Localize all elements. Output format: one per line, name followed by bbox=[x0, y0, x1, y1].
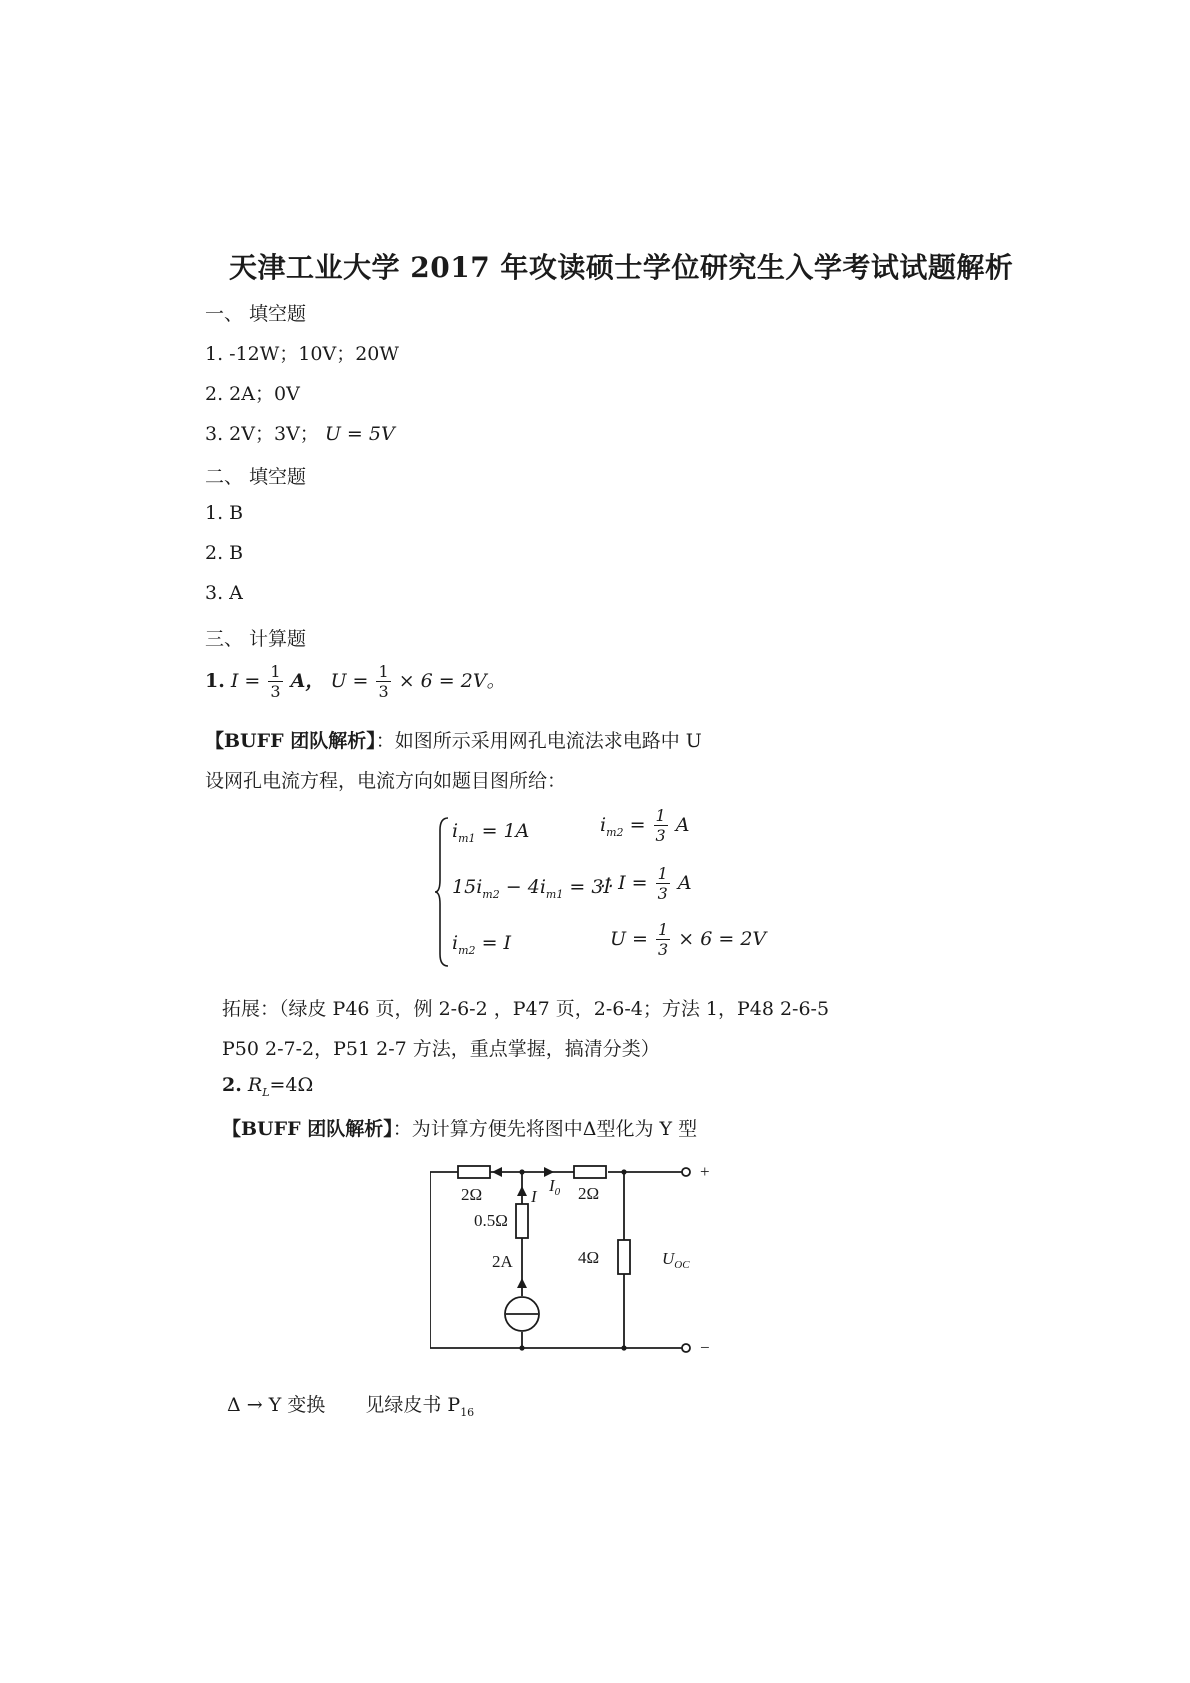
arrow-i-current bbox=[517, 1186, 527, 1196]
q1-i-unit: A， bbox=[290, 670, 325, 692]
frac-numerator: 1 bbox=[378, 662, 389, 681]
eq1-fraction bbox=[654, 808, 668, 844]
footer-line bbox=[227, 1390, 474, 1419]
q1-fraction-i bbox=[268, 664, 282, 700]
eq3-left-rhs: = I bbox=[481, 932, 512, 954]
label-source: 2A bbox=[492, 1252, 513, 1271]
sub-m1: m1 bbox=[545, 887, 564, 901]
terminal-minus bbox=[682, 1344, 690, 1352]
eq1-right bbox=[600, 808, 690, 844]
node-junction bbox=[621, 1169, 626, 1174]
q2-sub: L bbox=[262, 1085, 270, 1099]
arrow-source bbox=[517, 1278, 527, 1288]
eq3-right-lhs: U = bbox=[610, 928, 648, 950]
analysis1-text: ：如图所示采用网孔电流法求电路中 U bbox=[375, 730, 702, 752]
label-r-shunt: 4Ω bbox=[578, 1248, 600, 1267]
frac-numerator: 1 bbox=[657, 864, 668, 883]
arrow-left-current bbox=[492, 1167, 502, 1177]
eq1-left bbox=[452, 820, 529, 845]
resistor-left-top bbox=[458, 1166, 490, 1178]
eq2-coef-b: − 4 bbox=[505, 876, 540, 898]
analysis1 bbox=[205, 726, 702, 753]
q1-i-lhs: I = bbox=[230, 670, 261, 692]
label-uoc bbox=[662, 1249, 690, 1271]
section2-heading: 二、 填空题 bbox=[205, 466, 307, 488]
eq2-left bbox=[452, 876, 611, 901]
section1-answer-3-prefix: 3. 2V；3V； bbox=[205, 423, 319, 445]
eq2-right-unit: A bbox=[677, 872, 692, 894]
frac-denominator: 3 bbox=[655, 826, 666, 845]
frac-numerator: 1 bbox=[270, 662, 281, 681]
q2-answer bbox=[222, 1074, 313, 1099]
frac-denominator: 3 bbox=[657, 884, 668, 903]
analysis2-text: ：为计算方便先将图中Δ型化为 Y 型 bbox=[392, 1118, 698, 1140]
circuit-diagram bbox=[430, 1160, 730, 1360]
var-i: i bbox=[600, 814, 607, 836]
eq2-right-lhs: ∴ I = bbox=[600, 872, 648, 894]
section3-heading: 三、 计算题 bbox=[205, 628, 307, 650]
node-junction bbox=[519, 1345, 524, 1350]
eq2-coef-a: 15 bbox=[452, 876, 477, 898]
resistor-shunt bbox=[618, 1240, 630, 1274]
resistor-middle bbox=[516, 1204, 528, 1238]
eq3-fraction bbox=[656, 922, 670, 958]
label-uoc-main: U bbox=[662, 1249, 675, 1268]
q2-value: =4Ω bbox=[269, 1074, 314, 1096]
var-i: i bbox=[476, 876, 483, 898]
footer-ref: 见绿皮书 P bbox=[365, 1394, 461, 1416]
extension-line-2: P50 2-7-2，P51 2-7 方法，重点掌握，搞清分类） bbox=[222, 1038, 660, 1060]
frac-numerator: 1 bbox=[655, 806, 666, 825]
extension-line-1: 拓展：（绿皮 P46 页，例 2-6-2 ，P47 页，2-6-4；方法 1，P48 2-6-5 bbox=[222, 998, 830, 1020]
var-i: i bbox=[539, 876, 546, 898]
eq1-left-rhs: = 1A bbox=[481, 820, 530, 842]
node-junction bbox=[519, 1169, 524, 1174]
q1-u-lhs: U = bbox=[330, 670, 369, 692]
q1-fraction-u bbox=[376, 664, 390, 700]
q2-var: R bbox=[247, 1074, 263, 1096]
sub-m2: m2 bbox=[458, 943, 476, 957]
frac-denominator: 3 bbox=[658, 940, 669, 959]
label-plus: + bbox=[700, 1162, 710, 1181]
label-current-i: I bbox=[531, 1187, 537, 1206]
resistor-right-top bbox=[574, 1166, 606, 1178]
label-current-i0-main: I bbox=[549, 1176, 555, 1195]
setup-text: 设网孔电流方程，电流方向如题目图所给： bbox=[205, 770, 567, 792]
section1-answer-1: 1. -12W；10V；20W bbox=[205, 343, 399, 365]
label-uoc-sub: OC bbox=[674, 1259, 690, 1271]
frac-denominator: 3 bbox=[270, 682, 281, 701]
q1-answer bbox=[205, 664, 506, 700]
terminal-plus bbox=[682, 1168, 690, 1176]
label-r-left-top: 2Ω bbox=[461, 1185, 483, 1204]
analysis2 bbox=[222, 1114, 697, 1141]
eq2-fraction bbox=[656, 866, 670, 902]
footer-text: Δ → Y 变换 bbox=[227, 1394, 326, 1416]
label-r-middle: 0.5Ω bbox=[474, 1211, 508, 1230]
section1-answer-2: 2. 2A；0V bbox=[205, 383, 300, 405]
section1-answer-3 bbox=[205, 419, 395, 446]
var-i: i bbox=[452, 932, 459, 954]
eq3-right-rhs: × 6 = 2V bbox=[678, 928, 767, 950]
sub-m2: m2 bbox=[482, 887, 500, 901]
frac-numerator: 1 bbox=[658, 920, 669, 939]
label-current-i0 bbox=[548, 1176, 561, 1198]
section2-answer-3: 3. A bbox=[205, 582, 243, 604]
page-title: 天津工业大学 2017 年攻读硕士学位研究生入学考试试题解析 bbox=[229, 251, 1014, 284]
eq3-right bbox=[610, 922, 766, 958]
frac-denominator: 3 bbox=[378, 682, 389, 701]
label-r-right-top: 2Ω bbox=[578, 1184, 600, 1203]
label-minus: − bbox=[700, 1338, 710, 1357]
section1-answer-3-expr: U = 5V bbox=[324, 423, 395, 445]
eq3-left bbox=[452, 932, 511, 957]
eq1-right-eq: = bbox=[629, 814, 646, 836]
node-junction bbox=[621, 1345, 626, 1350]
section2-answer-2: 2. B bbox=[205, 542, 244, 564]
eq2-rhs: = 3I bbox=[569, 876, 611, 898]
q1-number: 1. bbox=[205, 670, 225, 692]
eq1-right-unit: A bbox=[675, 814, 690, 836]
var-i: i bbox=[452, 820, 459, 842]
analysis1-tag: 【BUFF 团队解析】 bbox=[205, 730, 376, 752]
analysis2-tag: 【BUFF 团队解析】 bbox=[222, 1118, 393, 1140]
footer-ref-sub: 16 bbox=[460, 1405, 475, 1419]
section2-answer-1: 1. B bbox=[205, 502, 244, 524]
sub-m2: m2 bbox=[606, 825, 624, 839]
equation-brace bbox=[434, 816, 452, 968]
q2-number: 2. bbox=[222, 1074, 242, 1096]
label-current-i0-sub: 0 bbox=[554, 1186, 561, 1198]
q1-u-rhs: × 6 = 2V。 bbox=[398, 670, 506, 692]
sub-m1: m1 bbox=[458, 831, 476, 845]
section1-heading: 一、 填空题 bbox=[205, 303, 307, 325]
eq2-right bbox=[600, 866, 692, 902]
